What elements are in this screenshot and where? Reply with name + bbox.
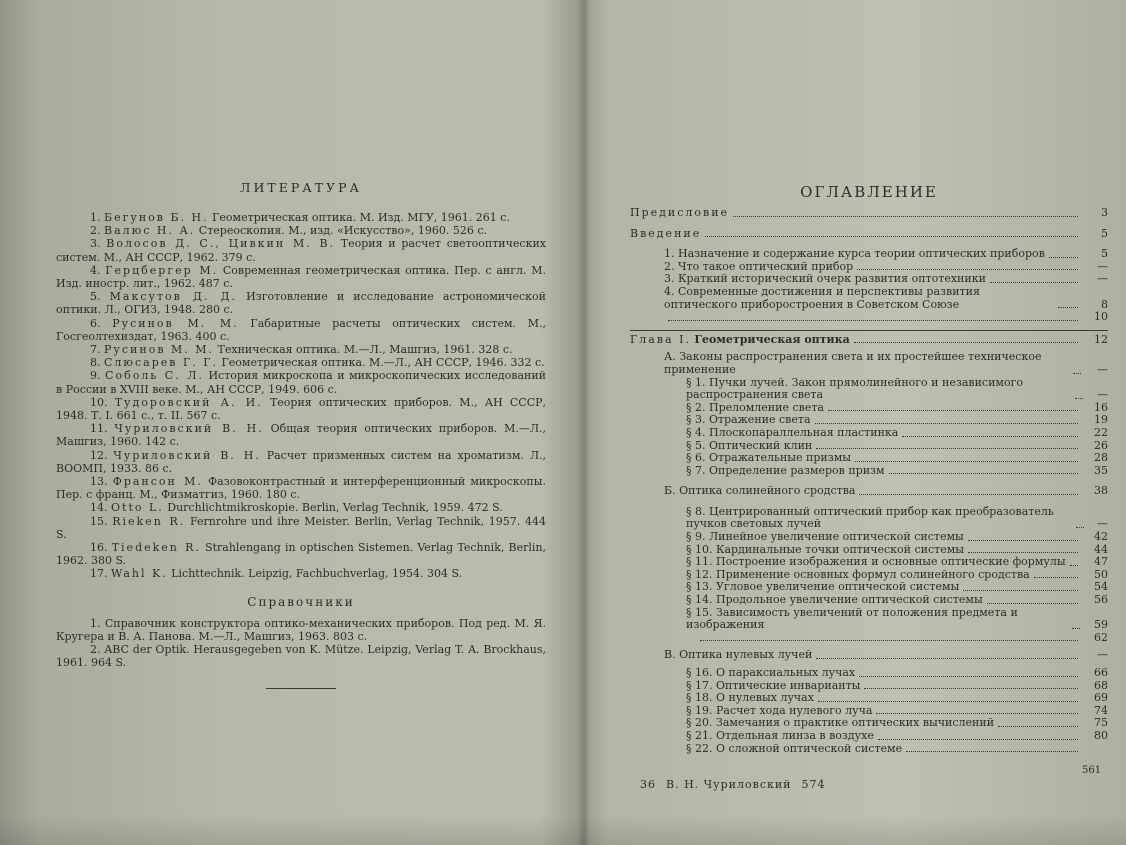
leader-dots [1058,307,1078,308]
toc-page: 50 [1094,567,1108,581]
leader-dots [968,540,1078,541]
reference-item [56,567,546,580]
reference-number: 7. [90,343,101,357]
toc-page: 38 [1094,484,1108,498]
toc-page: 8 [1101,297,1108,311]
toc-page: 28 [1094,451,1108,465]
toc-page: 3 [1101,206,1108,219]
leader-dots [1073,373,1081,374]
reference-item [56,211,546,224]
leader-dots [864,688,1078,689]
reference-item [56,237,546,263]
reference-author: Чуриловский В. Н. [113,448,261,462]
page-shadow-left [0,0,40,845]
reference-item [56,501,546,514]
toc-entry [630,452,1108,465]
reference-number: 4. [90,263,101,277]
reference-item [56,317,546,343]
reference-number: 12. [90,448,108,462]
leader-dots [816,448,1078,449]
reference-item [56,541,546,567]
toc-page: 35 [1094,463,1108,477]
reference-number: 1. [90,211,101,224]
toc-label: § 7. Определение размеров призм [686,463,885,477]
reference-author: Чуриловский В. Н. [114,422,264,436]
leader-dots [859,494,1078,495]
toc-entry [630,286,1108,311]
toc-page: — [1097,648,1108,662]
handbook-item: 2. ABC der Optik. Herausgegeben von K. Mütze. Leipzig, Verlag T. A. Brockhaus, 1961. 964 S. [56,643,546,670]
toc-entry [630,506,1108,531]
toc-label: А. Законы распространения света и их простейшее техническое применение [664,350,1042,376]
toc-section-b [630,485,1108,498]
leader-dots [889,473,1078,474]
leader-dots [990,282,1078,283]
reference-item [56,356,546,369]
corner-number: 561 [1082,765,1102,776]
toc-label: Введение [630,226,702,240]
reference-text: История микроскопа и микроскопических исследований в России в XVIII веке. М., АН СССР, 1949. 606 с. [56,369,547,396]
reference-number: 6. [90,316,101,330]
toc-page: — [1097,362,1108,376]
toc-entry [630,556,1108,569]
toc-entry [630,465,1108,478]
reference-text: Общая теория оптических приборов. М.—Л., Машгиз, 1960. 142 с. [56,422,547,449]
reference-author: Rieken R. [112,514,186,528]
table-of-contents [630,207,1108,755]
toc-entry [630,427,1108,440]
toc-section-b-end [630,632,1108,645]
reference-author: Валюс Н. А. [104,224,196,238]
reference-text: Изготовление и исследование астрономической оптики. Л., ОГИЗ, 1948. 280 с. [56,290,546,317]
toc-entry [630,377,1108,402]
reference-number: 15. [90,514,108,528]
reference-text: Стереоскопия. М., изд. «Искусство», 1960. 526 с. [198,224,487,238]
toc-page: 66 [1094,666,1108,679]
toc-entry [630,743,1108,756]
toc-label: 3. Краткий исторический очерк развития оптотехники [664,272,986,286]
reference-author: Tiedeken R. [111,541,201,555]
literature-heading: ЛИТЕРАТУРА [240,180,362,195]
page-shadow-bottom [0,815,1126,845]
book-fold [578,0,590,845]
reference-author: Otto L. [111,501,164,515]
toc-page: 12 [1094,332,1108,346]
toc-label: § 2. Преломление света [686,400,824,414]
leader-dots [705,236,1078,237]
toc-page: 16 [1094,400,1108,414]
reference-text: Теория и расчет светооптических систем. М., АН СССР, 1962. 379 с. [56,237,546,264]
reference-text: Геометрическая оптика. М. Изд. МГУ, 1961. 261 с. [212,211,510,224]
toc-label: § 5. Оптический клин [686,438,813,452]
toc-page: 62 [1094,630,1108,644]
reference-text: Геометрическая оптика. М.—Л., АН СССР, 1946. 332 с. [221,356,545,370]
reference-text: Strahlengang in optischen Sistemen. Verlag Technik, Berlin, 1962. 380 S. [56,541,547,568]
reference-author: Франсон М. [112,475,203,489]
toc-label: 1. Назначение и содержание курса теории оптических приборов [664,247,1045,261]
leader-dots [968,552,1078,553]
leader-dots [668,320,1078,321]
toc-page: 10 [1094,310,1108,324]
toc-page: — [1097,259,1108,273]
reference-item [56,422,546,448]
leader-dots [828,410,1078,411]
toc-label: § 16. О параксиальных лучах [686,666,856,679]
toc-section-c [630,649,1108,662]
toc-label: § 17. Оптические инварианты [686,678,861,692]
leader-dots [700,640,1078,641]
leader-dots [733,216,1078,217]
reference-text: Durchlichtmikroskopie. Berlin, Verlag Technik, 1959. 472 S. [167,501,503,515]
reference-author: Соболь С. Л. [105,369,204,383]
toc-label: § 10. Кардинальные точки оптической системы [686,542,965,556]
toc-page: 5 [1101,247,1108,261]
toc-page: 26 [1094,438,1108,452]
reference-item [56,449,546,475]
chapter-rule [630,330,1108,331]
toc-label: § 18. О нулевых лучах [686,691,814,705]
reference-item [56,264,546,290]
toc-page: 80 [1094,728,1108,742]
toc-label: § 20. Замечания о практике оптических вычислений [686,716,995,730]
leader-dots [1070,565,1078,566]
chapter-label: Глава I. [630,332,691,346]
reference-text: Современная геометрическая оптика. Пер. с англ. М. Изд. иностр. лит., 1962. 487 с. [56,263,546,291]
contents-heading: ОГЛАВЛЕНИЕ [800,183,938,201]
toc-label: § 9. Линейное увеличение оптической системы [686,530,964,544]
left-page [56,180,546,689]
toc-page: 54 [1094,580,1108,594]
toc-preface [630,207,1108,220]
leader-dots [855,461,1078,462]
reference-item [56,475,546,501]
reference-text: Расчет призменных систем на хроматизм. Л., ВООМП, 1933. 86 с. [56,448,546,475]
toc-label: § 8. Центрированный оптический прибор как преобразователь пучков световых лучей [686,504,1054,531]
reference-number: 17. [90,567,108,581]
reference-author: Wahl K. [111,567,168,581]
reference-item [56,224,546,237]
toc-page: 69 [1094,691,1108,705]
toc-page: 22 [1094,425,1108,439]
toc-page: — [1097,272,1108,286]
toc-section-a [630,351,1108,376]
leader-dots [987,603,1078,604]
reference-text: Lichttechnik. Leipzig, Fachbuchverlag, 1954. 304 S. [171,567,463,581]
toc-label: § 15. Зависимость увеличений от положения предмета и изображения [686,605,1018,632]
reference-author: Волосов Д. С., Цивкин М. В. [106,237,336,251]
reference-item [56,515,546,541]
toc-page: — [1097,517,1108,531]
toc-label: § 14. Продольное увеличение оптической системы [686,593,983,607]
reference-author: Русинов М. М. [104,343,215,357]
reference-number: 10. [90,395,108,409]
toc-entry [630,692,1108,705]
reference-text: Fernrohre und ihre Meister. Berlin, Verlag Technik, 1957. 444 S. [56,514,546,541]
leader-dots [1072,628,1080,629]
references-list [56,211,546,581]
footer-page-number: 36 [640,778,656,791]
toc-entry [630,607,1108,632]
leader-dots [902,436,1078,437]
reference-number: 11. [90,422,108,436]
toc-page: 44 [1094,542,1108,556]
toc-page: 47 [1094,555,1108,569]
reference-number: 3. [90,237,101,251]
toc-entry [630,531,1108,544]
leader-dots [857,269,1078,270]
reference-text: Техническая оптика. М.—Л., Машгиз, 1961. 328 с. [217,343,513,357]
toc-chapter [630,334,1108,347]
reference-number: 16. [90,541,108,555]
toc-page: 68 [1094,678,1108,692]
toc-entry [630,311,1108,324]
reference-number: 2. [90,224,101,238]
toc-entry [630,594,1108,607]
toc-label: § 4. Плоскопараллельная пластинка [686,425,899,439]
reference-item [56,343,546,356]
leader-dots [1049,257,1078,258]
handbook-item: 1. Справочник конструктора оптико-механических приборов. Под ред. М. Я. Кругера и В. А. Панова. М.—Л., Машгиз, 1963. 803 с. [56,616,546,643]
leader-dots [1034,577,1078,578]
leader-dots [818,701,1078,702]
reference-number: 14. [90,501,108,515]
toc-page: 19 [1094,413,1108,427]
toc-page: 42 [1094,530,1108,544]
end-divider [266,688,336,689]
handbooks-heading: Справочники [247,594,355,609]
leader-dots [878,739,1078,740]
toc-label: § 11. Построение изображения и основные оптические формулы [686,555,1066,569]
reference-item [56,369,546,395]
leader-dots [876,713,1078,714]
toc-page: 56 [1094,593,1108,607]
toc-page: 74 [1094,703,1108,717]
toc-entry [630,730,1108,743]
reference-text: Габаритные расчеты оптических систем. М., Госгеолтехиздат, 1963. 400 с. [56,316,547,343]
toc-label: § 22. О сложной оптической системе [686,741,903,755]
reference-item [56,396,546,422]
leader-dots [815,423,1079,424]
reference-author: Русинов М. М. [112,316,239,330]
footer-code: 574 [801,778,826,791]
leader-dots [998,726,1078,727]
leader-dots [859,676,1078,677]
toc-label: § 19. Расчет хода нулевого луча [686,703,873,717]
toc-label: 4. Современные достижения и перспективы развития оптического приборостроения в Советском Союзе [664,284,980,311]
toc-page: — [1097,388,1108,402]
leader-dots [906,751,1078,752]
toc-page: 59 [1094,618,1108,632]
reference-author: Бегунов Б. Н. [104,211,209,224]
toc-page: 75 [1094,716,1108,730]
reference-author: Слюсарев Г. Г. [104,356,218,370]
toc-label: § 13. Угловое увеличение оптической системы [686,580,960,594]
toc-label: § 3. Отражение света [686,413,811,427]
toc-label: Предисловие [630,206,730,219]
toc-page: 5 [1101,226,1108,240]
handbooks-list [56,617,546,670]
reference-text: Теория оптических приборов. М., АН СССР, 1948. Т. I. 661 с., т. II. 567 с. [56,395,547,423]
reference-author: Герцбергер М. [105,263,219,277]
chapter-title: Геометрическая оптика [694,332,850,346]
reference-author: Тудоровский А. И. [114,395,263,409]
reference-number: 9. [90,369,101,383]
right-page [630,183,1108,755]
reference-item [56,290,546,316]
footer-author: В. Н. Чуриловский [666,778,792,791]
leader-dots [963,590,1078,591]
reference-author: Максутов Д. Д. [109,290,238,304]
reference-number: 13. [90,475,108,489]
toc-label: § 1. Пучки лучей. Закон прямолинейного и независимого распространения света [686,375,1023,402]
toc-label: 2. Что такое оптический прибор [664,259,854,273]
toc-label: Б. Оптика солинейного сродства [664,484,856,498]
leader-dots [854,342,1078,343]
leader-dots [1075,398,1083,399]
toc-label: В. Оптика нулевых лучей [664,648,813,662]
toc-entry [630,248,1108,261]
toc-label: § 6. Отражательные призмы [686,451,852,465]
leader-dots [1076,527,1084,528]
toc-intro [630,228,1108,241]
toc-entry [630,667,1108,680]
toc-label: § 21. Отдельная линза в воздухе [686,728,874,742]
leader-dots [816,658,1078,659]
reference-number: 5. [90,290,101,304]
reference-text: Фазовоконтрастный и интерференционный микроскопы. Пер. с франц. М., Физматгиз, 1960. 180 с. [56,475,547,502]
page-footer [640,778,836,791]
toc-label: § 12. Применение основных формул солинейного сродства [686,567,1030,581]
reference-number: 8. [90,356,101,370]
